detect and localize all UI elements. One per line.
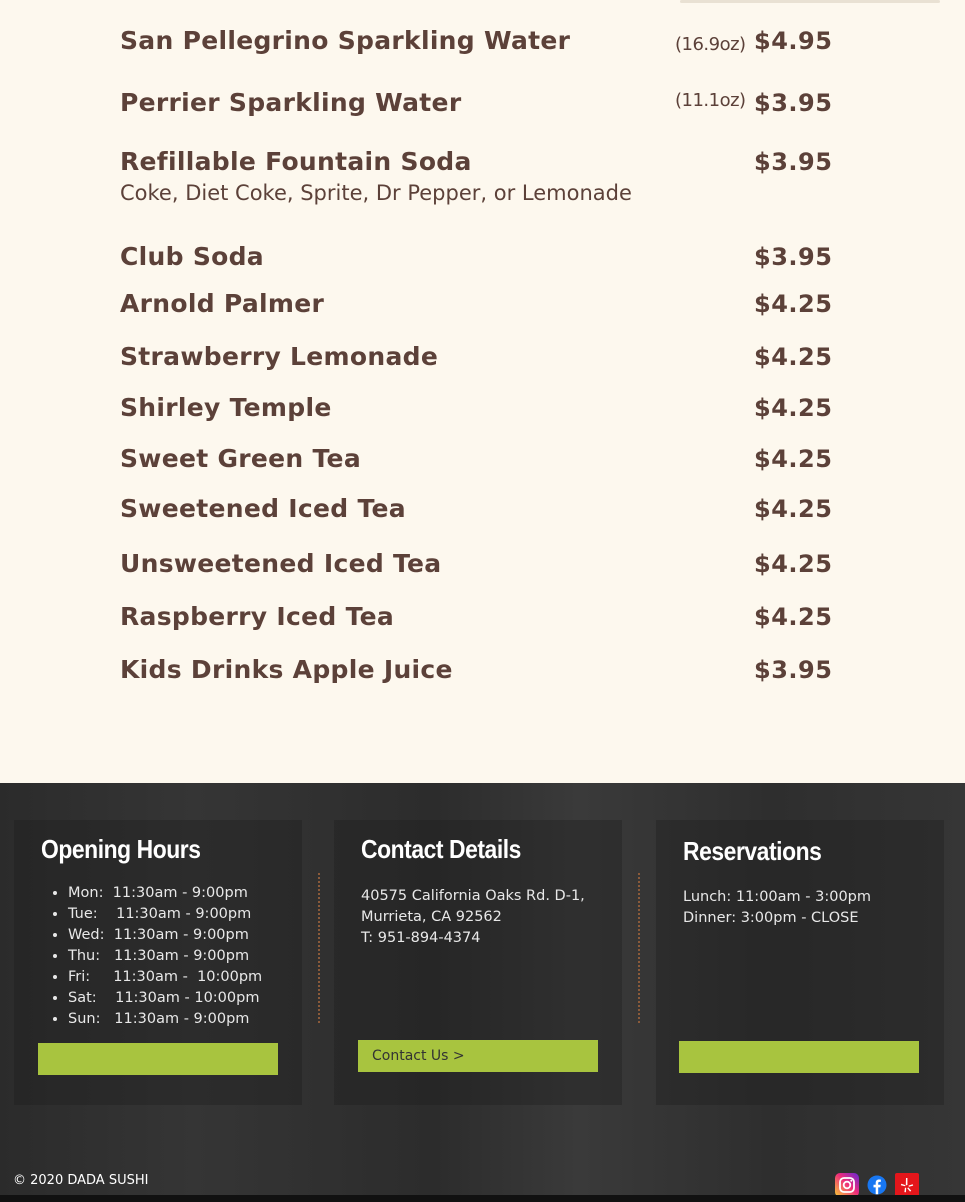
menu-item-name: Perrier Sparkling Water <box>120 88 462 117</box>
reservation-hours <box>683 887 871 929</box>
menu-item-size: (11.1oz) <box>675 90 746 111</box>
menu-item-description: Coke, Diet Coke, Sprite, Dr Pepper, or Lemonade <box>120 181 632 205</box>
menu-top-rule <box>680 0 940 3</box>
hours-saturday: • Sat: 11:30am - 10:00pm <box>68 988 262 1009</box>
bottom-strip <box>0 1195 965 1202</box>
menu-item-price: $3.95 <box>754 656 833 684</box>
contact-us-button[interactable]: Contact Us > <box>358 1040 598 1072</box>
menu-item-price: $3.95 <box>754 89 833 117</box>
hours-wednesday: • Wed: 11:30am - 9:00pm <box>68 925 262 946</box>
contact-details-title: Contact Details <box>361 834 521 864</box>
address-line-2: Murrieta, CA 92562 <box>361 909 502 925</box>
reservations-button[interactable] <box>679 1041 919 1073</box>
hours-tuesday: • Tue: 11:30am - 9:00pm <box>68 904 262 925</box>
opening-hours-list <box>51 883 262 1030</box>
opening-hours-button[interactable] <box>38 1043 278 1075</box>
contact-address <box>361 886 585 949</box>
menu-item-name: Strawberry Lemonade <box>120 342 439 371</box>
menu-item-price: $4.25 <box>754 550 833 578</box>
hours-friday: • Fri: 11:30am - 10:00pm <box>68 967 262 988</box>
menu-item-price: $4.95 <box>754 27 833 55</box>
divider <box>318 873 320 1023</box>
instagram-icon[interactable] <box>835 1173 859 1197</box>
menu-item-price: $4.25 <box>754 603 833 631</box>
divider <box>638 873 640 1023</box>
reservations-title: Reservations <box>683 836 822 866</box>
menu-item-price: $4.25 <box>754 495 833 523</box>
menu-item-price: $4.25 <box>754 445 833 473</box>
menu-item-name: Sweetened Iced Tea <box>120 494 406 523</box>
menu-item-name: Sweet Green Tea <box>120 444 361 473</box>
menu-item-name: Raspberry Iced Tea <box>120 602 395 631</box>
lunch-hours: Lunch: 11:00am - 3:00pm <box>683 889 871 905</box>
menu-item-price: $3.95 <box>754 148 833 176</box>
address-line-1: 40575 California Oaks Rd. D-1, <box>361 888 585 904</box>
site-footer <box>0 783 965 1202</box>
menu-item-name: Arnold Palmer <box>120 289 325 318</box>
menu-item-size: (16.9oz) <box>675 34 746 55</box>
copyright-text: © 2020 DADA SUSHI <box>13 1173 149 1188</box>
menu-item-price: $4.25 <box>754 290 833 318</box>
phone-number[interactable]: T: 951-894-4374 <box>361 930 481 946</box>
menu-item-name: Refillable Fountain Soda <box>120 147 472 176</box>
yelp-icon[interactable] <box>895 1173 919 1197</box>
menu-item-name: San Pellegrino Sparkling Water <box>120 26 571 55</box>
menu-item-price: $3.95 <box>754 243 833 271</box>
menu-item-name: Unsweetened Iced Tea <box>120 549 442 578</box>
menu-item-name: Club Soda <box>120 242 264 271</box>
menu-item-price: $4.25 <box>754 343 833 371</box>
hours-thursday: • Thu: 11:30am - 9:00pm <box>68 946 262 967</box>
opening-hours-title: Opening Hours <box>41 834 201 864</box>
menu-item-price: $4.25 <box>754 394 833 422</box>
hours-monday: • Mon: 11:30am - 9:00pm <box>68 883 262 904</box>
menu-item-name: Kids Drinks Apple Juice <box>120 655 453 684</box>
dinner-hours: Dinner: 3:00pm - CLOSE <box>683 910 859 926</box>
hours-sunday: • Sun: 11:30am - 9:00pm <box>68 1009 262 1030</box>
facebook-icon[interactable] <box>865 1173 889 1197</box>
menu-item-name: Shirley Temple <box>120 393 332 422</box>
